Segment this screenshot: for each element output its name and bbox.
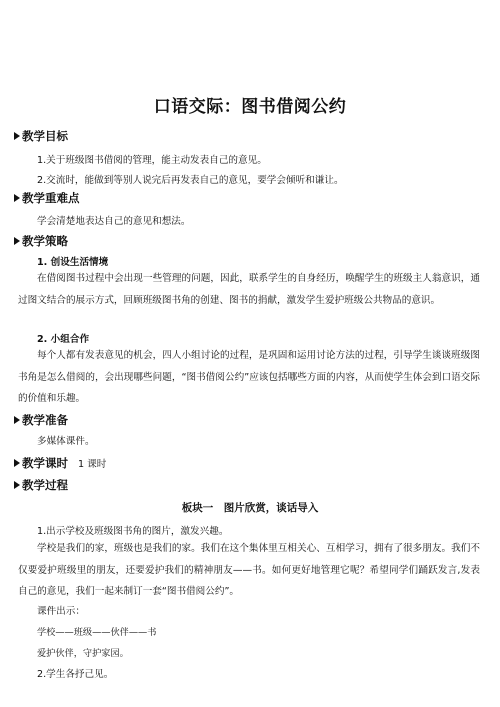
courseware-line-1: 学校——班级——伙伴——书 [37,627,157,638]
courseware-line-2: 爱护伙伴，守护家园。 [37,648,129,659]
courseware-label: 课件出示： [37,606,85,617]
section-heading-label: 教学目标 [22,129,68,143]
section-heading-label: 教学重难点 [22,191,80,205]
triangle-bullet-icon [14,481,20,489]
process-paragraph: 学校是我们的家，班级也是我们的家。我们在这个集体里互相关心、互相学习，拥有了很多朋友。我们不仅要爱护班级里的朋友，还要爱护我们的精神朋友——书。如何更好地管理它呢？希望同学们踊跃发言,发表自己的意见，我们一起来制订一套“图书借阅公约”。 [18,543,480,597]
triangle-bullet-icon [14,416,20,424]
triangle-bullet-icon [14,237,20,245]
goal-item-2: 2.交流时，能做到等别人说完后再发表自己的意见，要学会倾听和谦让。 [37,175,344,186]
key-points-text: 学会清楚地表达自己的意见和想法。 [37,216,191,227]
triangle-bullet-icon [14,132,20,140]
section-heading-prep [14,412,68,428]
process-item-1: 1.出示学校及班级图书角的图片，激发兴趣。 [37,526,229,537]
triangle-bullet-icon [14,459,20,467]
page-title: 口语交际：图书借阅公约 [153,97,347,117]
prep-text: 多媒体课件。 [37,436,95,447]
hours-text: 1 课时 [78,459,107,470]
section-heading-hours [14,455,106,471]
section-heading-label: 教学准备 [22,413,68,427]
section-heading-key-points [14,190,80,206]
section-heading-label: 教学策略 [22,234,68,248]
strategy-subheading-1: 1. 创设生活情境 [37,257,109,268]
goal-item-1: 1.关于班级图书借阅的管理，能主动发表自己的意见。 [37,155,267,166]
section-heading-label: 教学课时 [22,456,68,470]
section-heading-process [14,477,68,493]
section-heading-strategy [14,233,68,249]
section-heading-label: 教学过程 [22,478,68,492]
block-title: 板块一 图片欣赏，谈话导入 [181,502,319,514]
process-item-2: 2.学生各抒己见。 [37,669,114,680]
triangle-bullet-icon [14,194,20,202]
strategy-paragraph-1: 在借阅图书过程中会出现一些管理的问题，因此，联系学生的自身经历，唤醒学生的班级主人翁意识，通过图文结合的展示方式，回顾班级图书角的创建、图书的捐献，激发学生爱护班级公共物品的意识。 [18,273,480,306]
strategy-paragraph-2: 每个人都有发表意见的机会，四人小组讨论的过程，是巩固和运用讨论方法的过程，引导学生谈谈班级图书角是怎么借阅的，会出现哪些问题，“图书借阅公约”应该包括哪些方面的内容，从而使学生体会到口语交际的价值和乐趣。 [18,350,480,404]
strategy-subheading-2: 2. 小组合作 [37,334,90,345]
section-heading-goals [14,128,68,144]
